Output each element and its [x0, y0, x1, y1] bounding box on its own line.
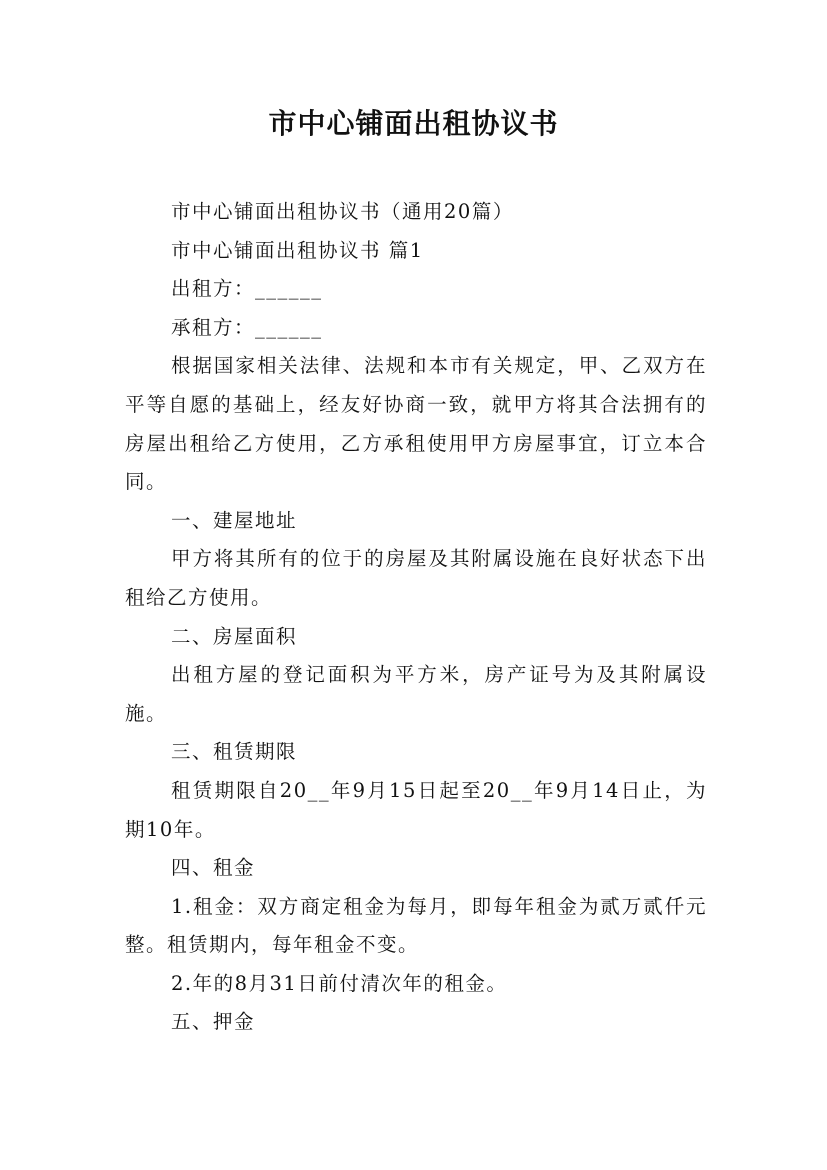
paragraph-rent-2: 2.年的8月31日前付清次年的租金。 [171, 971, 508, 995]
document-title: 市中心铺面出租协议书 [268, 107, 559, 140]
section-heading-term: 三、租赁期限 [171, 740, 298, 764]
paragraph-area: 出租方屋的登记面积为平方米，房产证号为及其附属设施。 [125, 663, 707, 725]
section-heading-area: 二、房屋面积 [171, 624, 298, 648]
paragraph-address: 甲方将其所有的位于的房屋及其附属设施在良好状态下出租给乙方使用。 [125, 547, 707, 609]
section-heading-deposit: 五、押金 [171, 1010, 256, 1034]
document-body [125, 193, 707, 1042]
paragraph-subtitle: 市中心铺面出租协议书（通用20篇） [171, 200, 514, 223]
paragraph-lessee: 承租方：______ [171, 315, 323, 339]
section-heading-rent: 四、租金 [171, 856, 256, 880]
section-heading-address: 一、建屋地址 [171, 508, 298, 532]
paragraph-article-heading: 市中心铺面出租协议书 篇1 [171, 238, 424, 262]
paragraph-rent-1: 1.租金：双方商定租金为每月，即每年租金为贰万贰仟元整。租赁期内，每年租金不变。 [125, 894, 707, 957]
paragraph-term: 租赁期限自20__年9月15日起至20__年9月14日止，为期10年。 [125, 778, 707, 841]
paragraph-preamble: 根据国家相关法律、法规和本市有关规定，甲、乙双方在平等自愿的基础上，经友好协商一致，就甲方将其合法拥有的房屋出租给乙方使用，乙方承租使用甲方房屋事宜，订立本合同。 [125, 354, 707, 494]
paragraph-lessor: 出租方：______ [171, 277, 323, 301]
